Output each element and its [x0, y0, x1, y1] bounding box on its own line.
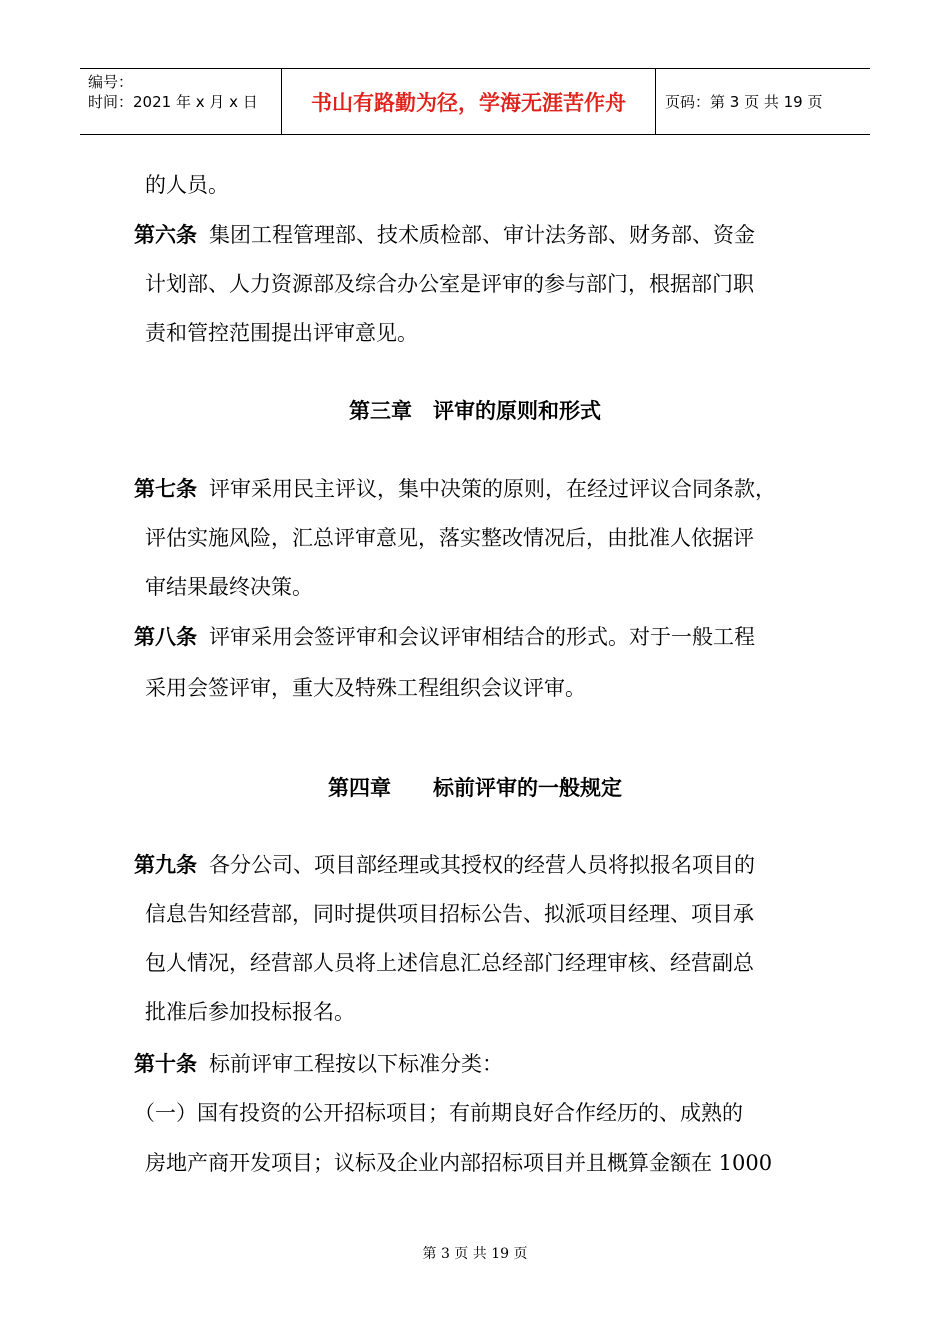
article-label: 第六条 — [134, 223, 197, 247]
doc-number-label: 编号： — [88, 73, 134, 91]
article-7 — [134, 474, 776, 504]
article-text: 集团工程管理部、技术质检部、审计法务部、财务部、资金 — [209, 223, 755, 247]
article-text: 评审采用会签评审和会议评审相结合的形式。对于一般工程 — [209, 625, 755, 649]
article-8 — [134, 622, 755, 652]
body-line: 的人员。 — [145, 173, 229, 197]
article-6 — [134, 220, 755, 250]
article-label: 第七条 — [134, 477, 197, 501]
chapter-4-heading: 第四章 标前评审的一般规定 — [328, 776, 622, 800]
body-line: 房地产商开发项目；议标及企业内部招标项目并且概算金额在 1000 — [145, 1151, 773, 1175]
header-motto: 书山有路勤为径，学海无涯苦作舟 — [282, 69, 656, 134]
body-line: 批准后参加投标报名。 — [145, 1000, 355, 1024]
body-line: 责和管控范围提出评审意见。 — [145, 321, 418, 345]
header-doc-info — [80, 69, 282, 134]
body-line: 审结果最终决策。 — [145, 575, 313, 599]
article-label: 第八条 — [134, 625, 197, 649]
body-line: 包人情况，经营部人员将上述信息汇总经部门经理审核、经营副总 — [145, 951, 754, 975]
chapter-3-heading: 第三章 评审的原则和形式 — [349, 399, 601, 423]
article-text: 各分公司、项目部经理或其授权的经营人员将拟报名项目的 — [209, 853, 755, 877]
article-label: 第九条 — [134, 853, 197, 877]
header-page-info: 页码：第 3 页 共 19 页 — [665, 93, 823, 111]
article-10 — [134, 1049, 503, 1079]
doc-time-label: 时间：2021 年 x 月 x 日 — [88, 93, 258, 111]
body-line: （一）国有投资的公开招标项目；有前期良好合作经历的、成熟的 — [134, 1101, 743, 1125]
article-label: 第十条 — [134, 1052, 197, 1076]
page-footer: 第 3 页 共 19 页 — [422, 1246, 528, 1262]
article-9 — [134, 850, 755, 880]
body-line: 评估实施风险，汇总评审意见，落实整改情况后，由批准人依据评 — [145, 526, 754, 550]
body-line: 计划部、人力资源部及综合办公室是评审的参与部门，根据部门职 — [145, 272, 754, 296]
page-header — [80, 68, 870, 135]
article-text: 标前评审工程按以下标准分类： — [209, 1052, 503, 1076]
body-line: 采用会签评审，重大及特殊工程组织会议评审。 — [145, 676, 586, 700]
article-text: 评审采用民主评议，集中决策的原则，在经过评议合同条款， — [209, 477, 776, 501]
body-line: 信息告知经营部，同时提供项目招标公告、拟派项目经理、项目承 — [145, 902, 754, 926]
